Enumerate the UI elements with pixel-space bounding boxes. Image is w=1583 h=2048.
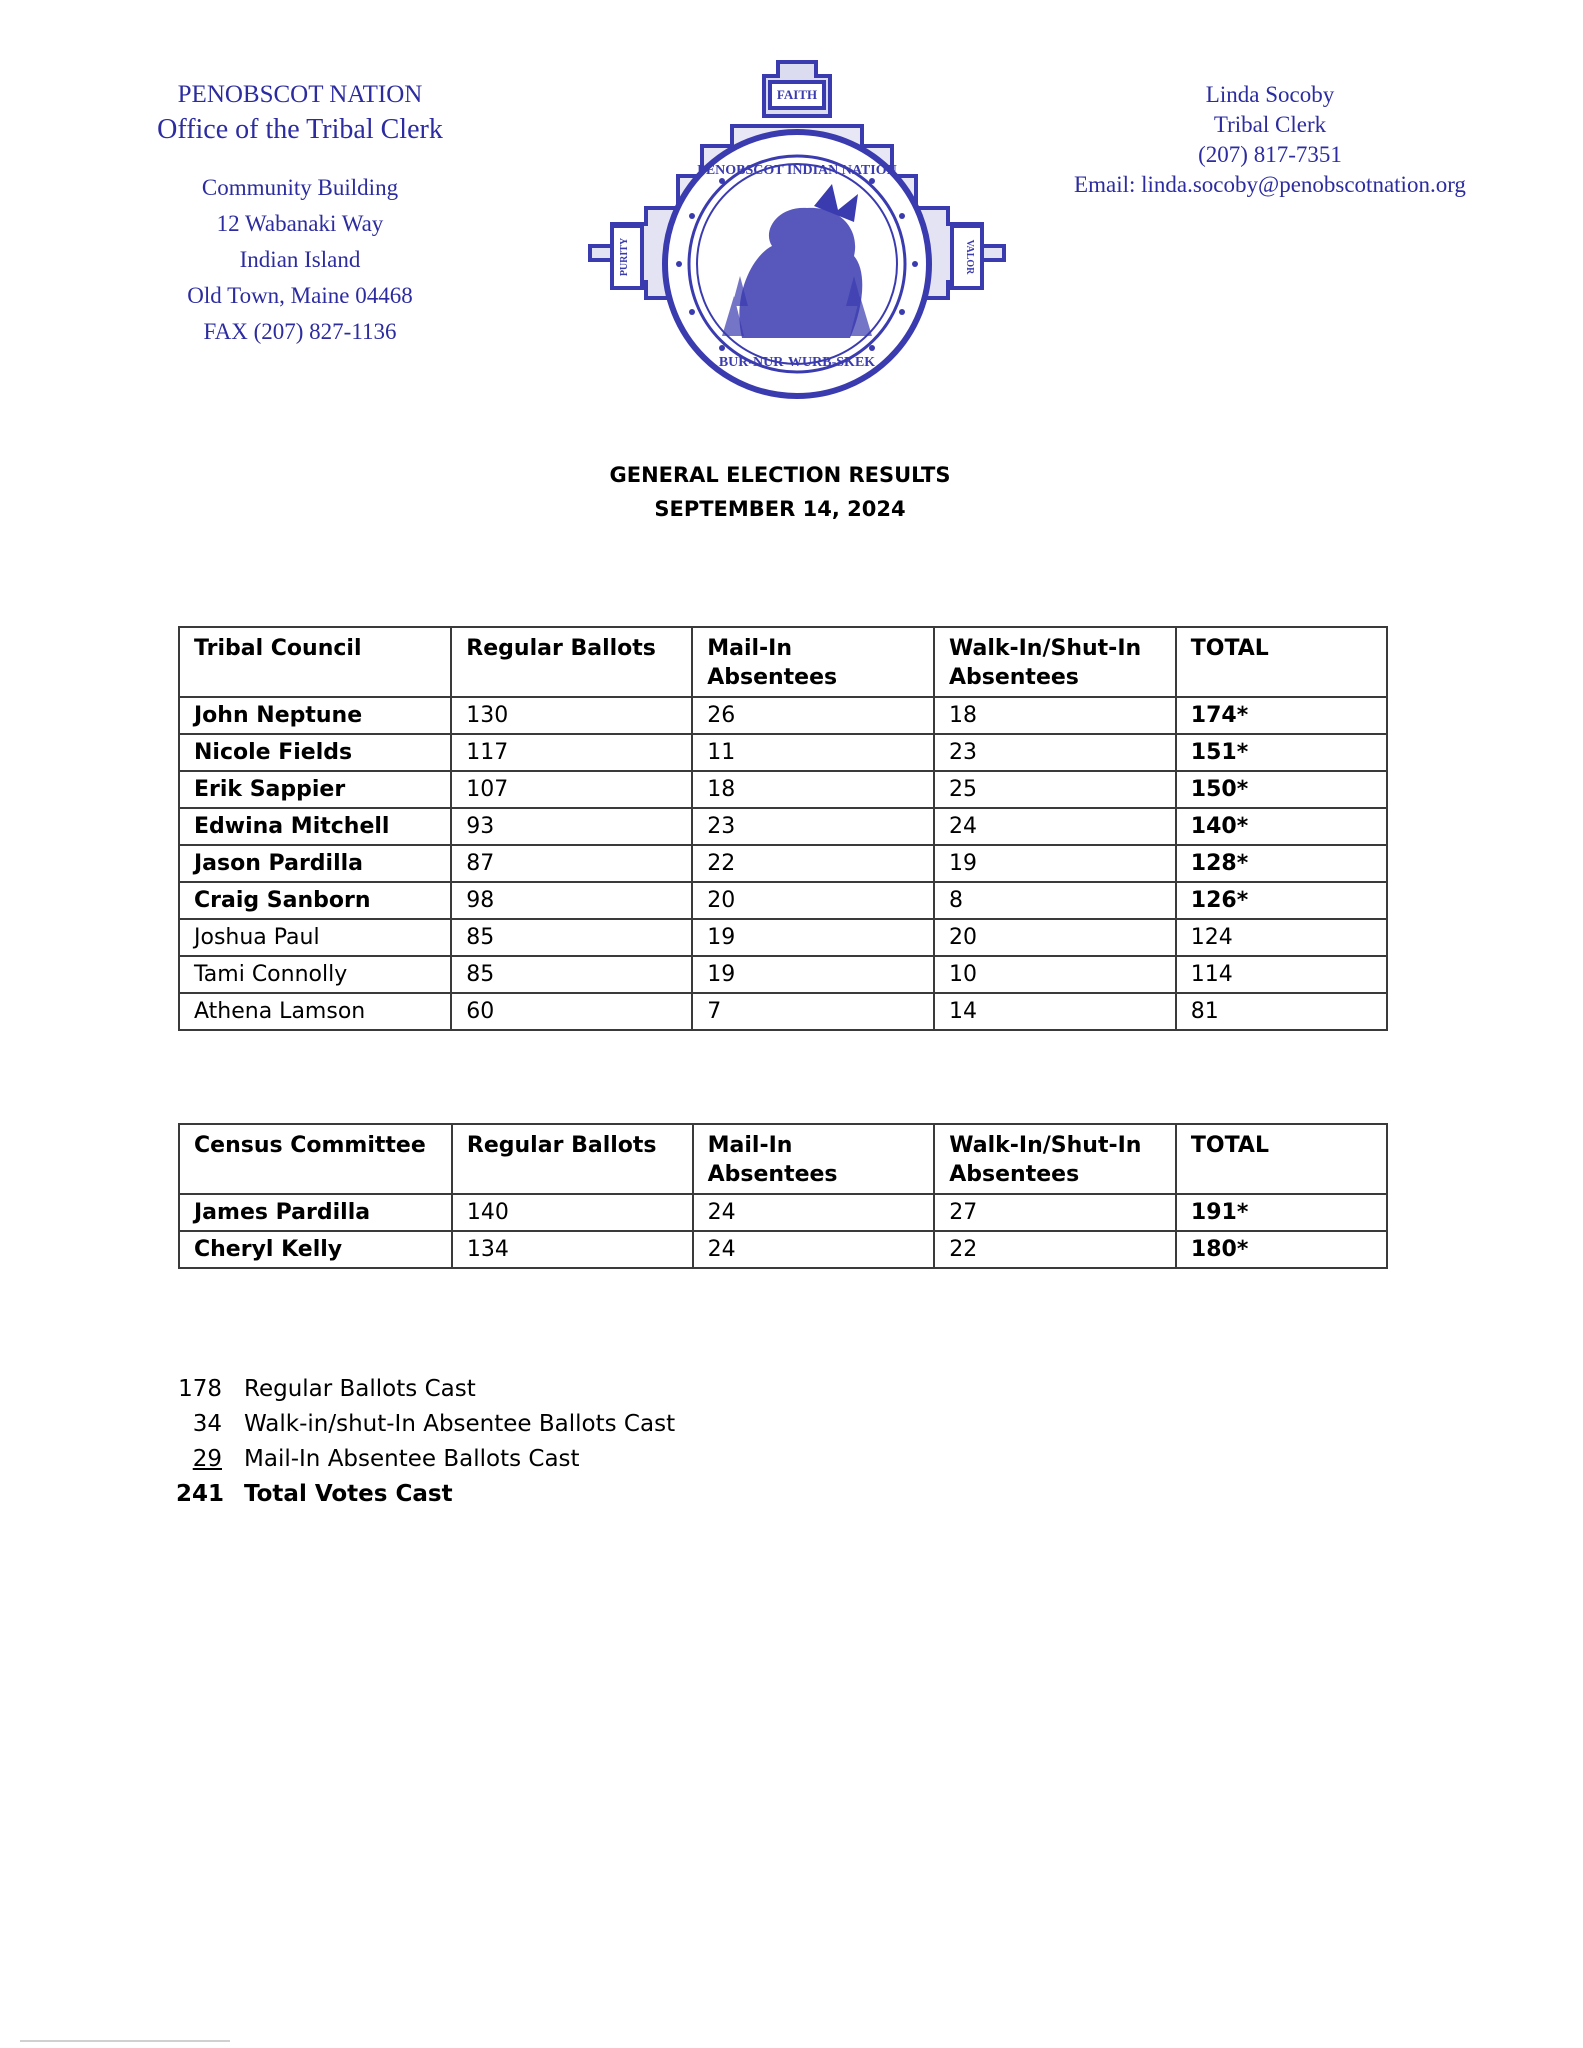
mail-in-cell: 26 xyxy=(692,697,934,734)
address-line: Community Building xyxy=(201,175,399,200)
summary-count: 29 xyxy=(192,1446,222,1472)
column-header: Walk-In/Shut-In Absentees xyxy=(934,1124,1176,1194)
address-line: Old Town, Maine 04468 xyxy=(187,283,413,308)
mail-in-cell: 20 xyxy=(692,882,934,919)
summary-label: Regular Ballots Cast xyxy=(244,1376,476,1402)
seal-faith-label: FAITH xyxy=(776,87,818,102)
total-cell: 151* xyxy=(1176,734,1387,771)
table-row xyxy=(179,993,1387,1030)
table-row xyxy=(179,1194,1387,1231)
summary-count: 34 xyxy=(192,1411,222,1437)
candidate-name: Edwina Mitchell xyxy=(179,808,451,845)
walk-in-cell: 14 xyxy=(934,993,1176,1030)
candidate-name: Jason Pardilla xyxy=(179,845,451,882)
title-date: SEPTEMBER 14, 2024 xyxy=(654,497,906,521)
office-address xyxy=(140,170,460,350)
walk-in-cell: 25 xyxy=(934,771,1176,808)
column-header: TOTAL xyxy=(1176,627,1387,697)
column-header: Census Committee xyxy=(179,1124,452,1194)
total-cell: 140* xyxy=(1176,808,1387,845)
total-cell: 150* xyxy=(1176,771,1387,808)
walk-in-cell: 23 xyxy=(934,734,1176,771)
mail-in-cell: 18 xyxy=(692,771,934,808)
letterhead-right xyxy=(1040,80,1500,200)
regular-ballots-cell: 117 xyxy=(451,734,692,771)
total-cell: 128* xyxy=(1176,845,1387,882)
regular-ballots-cell: 140 xyxy=(452,1194,693,1231)
clerk-name: Linda Socoby xyxy=(1205,82,1335,107)
candidate-name: Athena Lamson xyxy=(179,993,451,1030)
candidate-name: John Neptune xyxy=(179,697,451,734)
document-title xyxy=(0,458,1560,526)
organization-name: PENOBSCOT NATION xyxy=(177,81,423,108)
summary-row xyxy=(176,1407,675,1442)
summary-label: Mail-In Absentee Ballots Cast xyxy=(244,1446,580,1472)
table-row xyxy=(179,808,1387,845)
regular-ballots-cell: 134 xyxy=(452,1231,693,1268)
table-row xyxy=(179,771,1387,808)
address-line: 12 Wabanaki Way xyxy=(216,211,384,236)
seal-ring-top-text: PENOBSCOT INDIAN NATION xyxy=(697,163,897,178)
office-name: Office of the Tribal Clerk xyxy=(157,114,443,145)
seal-ring-bottom-text: BUR-NUR-WURB-SKEK xyxy=(718,355,876,370)
fax-number: FAX (207) 827-1136 xyxy=(203,319,397,344)
table-row xyxy=(179,734,1387,771)
candidate-name: Tami Connolly xyxy=(179,956,451,993)
clerk-email: Email: linda.socoby@penobscotnation.org xyxy=(1074,172,1466,197)
summary-label: Walk-in/shut-In Absentee Ballots Cast xyxy=(244,1411,676,1437)
tribal-council-table xyxy=(178,626,1388,1031)
penobscot-nation-seal-icon xyxy=(582,56,1012,406)
walk-in-cell: 8 xyxy=(934,882,1176,919)
total-cell: 81 xyxy=(1176,993,1387,1030)
summary-total-row xyxy=(176,1477,675,1512)
summary-row xyxy=(176,1442,675,1477)
ballot-summary xyxy=(176,1372,675,1512)
total-cell: 126* xyxy=(1176,882,1387,919)
clerk-role: Tribal Clerk xyxy=(1213,112,1327,137)
candidate-name: Joshua Paul xyxy=(179,919,451,956)
clerk-phone: (207) 817-7351 xyxy=(1198,142,1342,167)
candidate-name: Nicole Fields xyxy=(179,734,451,771)
walk-in-cell: 19 xyxy=(934,845,1176,882)
regular-ballots-cell: 87 xyxy=(451,845,692,882)
regular-ballots-cell: 107 xyxy=(451,771,692,808)
seal-valor-label: VALOR xyxy=(964,239,975,275)
mail-in-cell: 7 xyxy=(692,993,934,1030)
seal-purity-label: PURITY xyxy=(619,237,630,277)
table-row xyxy=(179,882,1387,919)
column-header: Mail-In Absentees xyxy=(693,1124,935,1194)
summary-row xyxy=(176,1372,675,1407)
column-header: Walk-In/Shut-In Absentees xyxy=(934,627,1176,697)
table-row xyxy=(179,919,1387,956)
candidate-name: Craig Sanborn xyxy=(179,882,451,919)
table-row xyxy=(179,1231,1387,1268)
table-header-row xyxy=(179,627,1387,697)
column-header: Mail-In Absentees xyxy=(692,627,934,697)
regular-ballots-cell: 98 xyxy=(451,882,692,919)
walk-in-cell: 18 xyxy=(934,697,1176,734)
address-line: Indian Island xyxy=(239,247,361,272)
walk-in-cell: 27 xyxy=(934,1194,1176,1231)
mail-in-cell: 23 xyxy=(692,808,934,845)
regular-ballots-cell: 130 xyxy=(451,697,692,734)
total-cell: 191* xyxy=(1176,1194,1387,1231)
mail-in-cell: 22 xyxy=(692,845,934,882)
walk-in-cell: 20 xyxy=(934,919,1176,956)
mail-in-cell: 19 xyxy=(692,956,934,993)
candidate-name: Cheryl Kelly xyxy=(179,1231,452,1268)
total-cell: 180* xyxy=(1176,1231,1387,1268)
table-row xyxy=(179,956,1387,993)
total-cell: 124 xyxy=(1176,919,1387,956)
mail-in-cell: 19 xyxy=(692,919,934,956)
table-row xyxy=(179,845,1387,882)
letterhead-left xyxy=(140,78,460,350)
summary-count: 178 xyxy=(178,1376,222,1402)
candidate-name: James Pardilla xyxy=(179,1194,452,1231)
mail-in-cell: 11 xyxy=(692,734,934,771)
scan-edge-line xyxy=(20,2040,230,2042)
title-line: GENERAL ELECTION RESULTS xyxy=(609,463,951,487)
column-header: Regular Ballots xyxy=(451,627,692,697)
column-header: Regular Ballots xyxy=(452,1124,693,1194)
column-header: TOTAL xyxy=(1176,1124,1387,1194)
census-committee-table xyxy=(178,1123,1388,1269)
total-cell: 174* xyxy=(1176,697,1387,734)
table-header-row xyxy=(179,1124,1387,1194)
table-row xyxy=(179,697,1387,734)
mail-in-cell: 24 xyxy=(693,1231,935,1268)
regular-ballots-cell: 85 xyxy=(451,956,692,993)
total-cell: 114 xyxy=(1176,956,1387,993)
candidate-name: Erik Sappier xyxy=(179,771,451,808)
walk-in-cell: 10 xyxy=(934,956,1176,993)
regular-ballots-cell: 60 xyxy=(451,993,692,1030)
walk-in-cell: 22 xyxy=(934,1231,1176,1268)
regular-ballots-cell: 85 xyxy=(451,919,692,956)
summary-count: 241 xyxy=(176,1481,225,1507)
regular-ballots-cell: 93 xyxy=(451,808,692,845)
mail-in-cell: 24 xyxy=(693,1194,935,1231)
column-header: Tribal Council xyxy=(179,627,451,697)
summary-label: Total Votes Cast xyxy=(244,1481,453,1507)
walk-in-cell: 24 xyxy=(934,808,1176,845)
